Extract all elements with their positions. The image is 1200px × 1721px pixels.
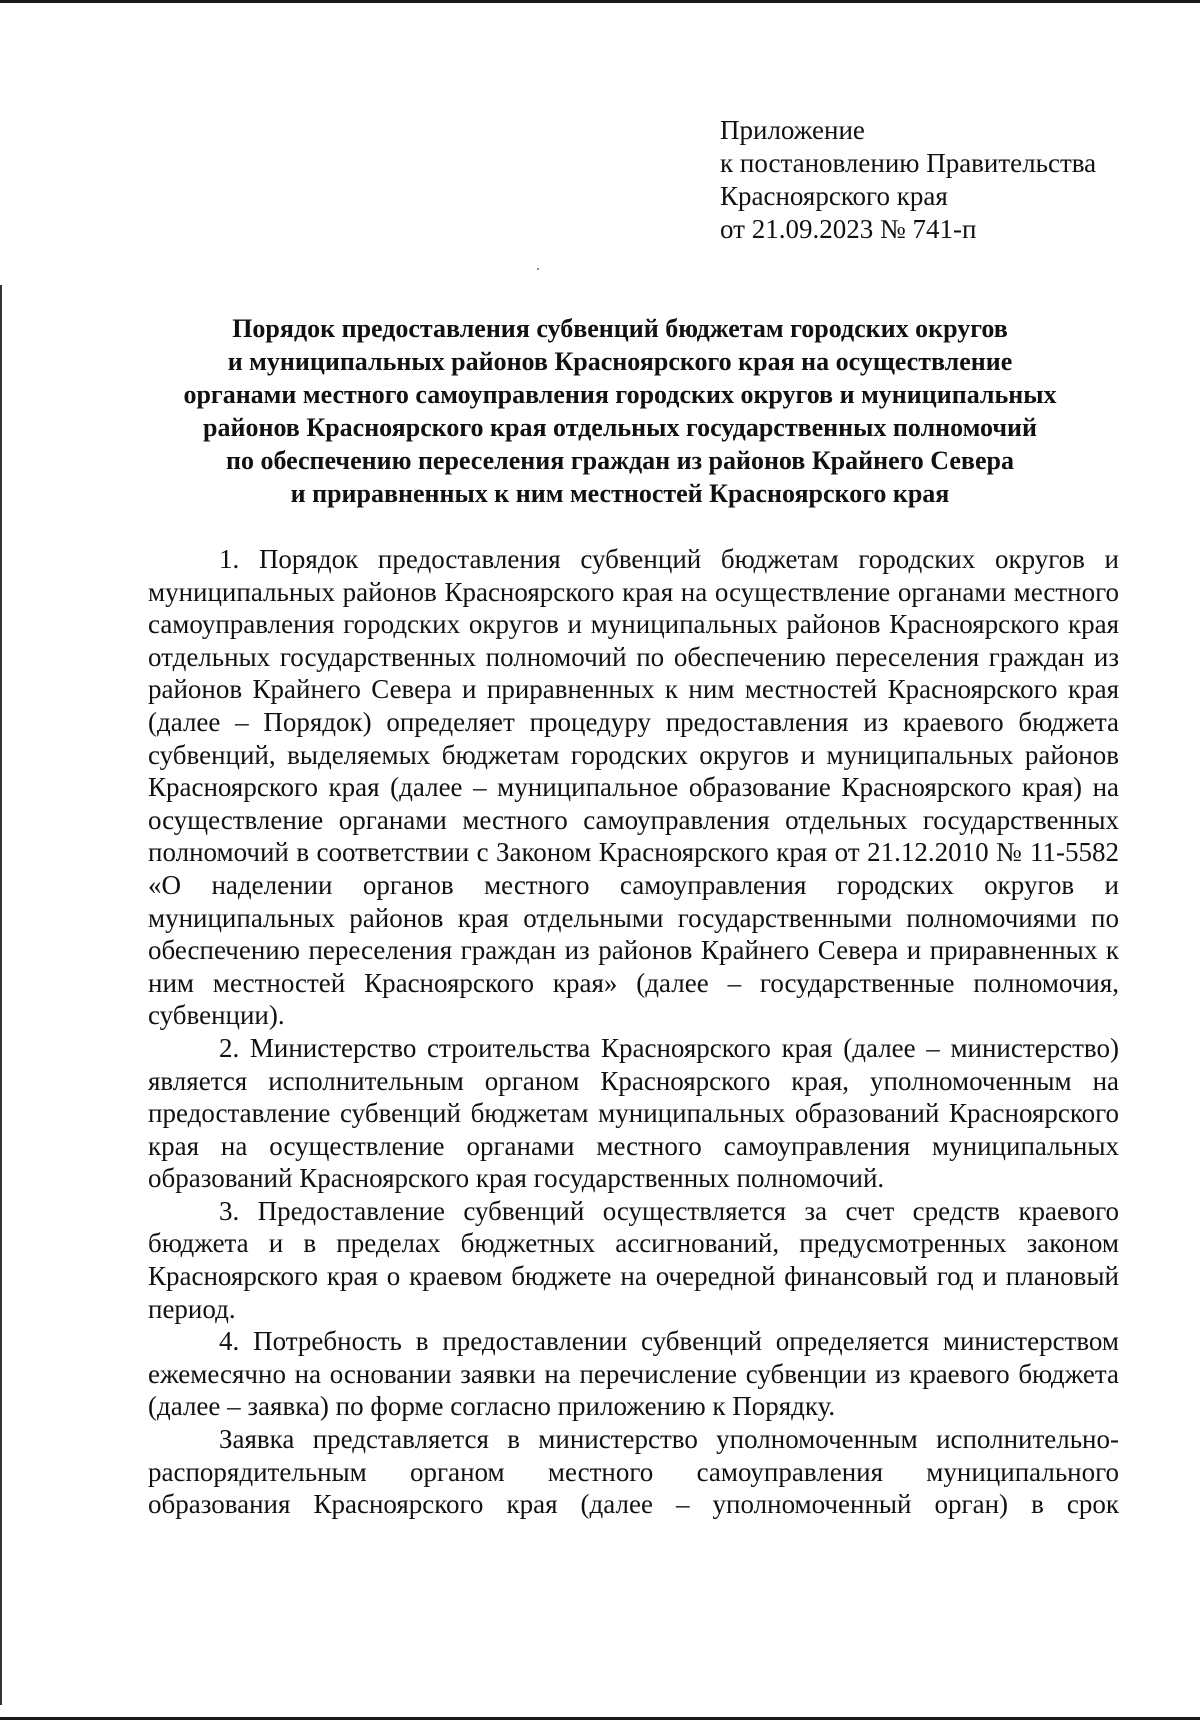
appendix-date-number: от 21.09.2023 № 741-п [720,214,977,244]
scan-bottom-border [0,1717,1200,1720]
appendix-block [720,114,1096,246]
paragraph-1: 1. Порядок предоставления субвенций бюджетам городских округов и муниципальных районов Красноярского края на осуществление органами местного самоуправления городских округов и муниципальных районов Красноярского края отдельных государственных полномочий по обеспечению переселения граждан из районов Крайнего Севера и приравненных к ним местностей Красноярского края (далее – Порядок) определяет процедуру предоставления из краевого бюджета субвенций, выделяемых бюджетам городских округов и муниципальных районов Красноярского края (далее – муниципальное образование Красноярского края) на осуществление органами местного самоуправления отдельных государственных полномочий в соответствии с Законом Красноярского края от 21.12.2010 № 11-5582 «О наделении органов местного самоуправления городских округов и муниципальных районов края отдельными государственными полномочиями по обеспечению переселения граждан из районов Крайнего Севера и приравненных к ним местностей Красноярского края» (далее – государственные полномочия, субвенции). [148,544,1119,1031]
appendix-line: к постановлению Правительства [720,148,1097,178]
title-line: и муниципальных районов Красноярского края на осуществление [227,347,1013,376]
title-line: по обеспечению переселения граждан из районов Крайнего Севера [226,446,1014,475]
scan-speck [537,268,539,270]
appendix-line: Приложение [720,115,865,145]
title-line: районов Красноярского края отдельных государственных полномочий [203,413,1037,442]
appendix-line: Красноярского края [720,181,948,211]
title-line: Порядок предоставления субвенций бюджетам городских округов [232,314,1008,343]
paragraph-3: 3. Предоставление субвенций осуществляется за счет средств краевого бюджета и в пределах бюджетных ассигнований, предусмотренных законом Красноярского края о краевом бюджете на очередной финансовый год и плановый период. [148,1195,1119,1324]
scan-top-border [0,0,1200,3]
scan-left-edge [0,285,2,1705]
document-title [150,312,1090,510]
paragraph-5: Заявка представляется в министерство уполномоченным исполнительно-распорядительным органом местного самоуправления муниципального образования Красноярского края (далее – уполномоченный орган) в срок [148,1424,1119,1520]
title-line: и приравненных к ним местностей Красноярского края [290,479,950,508]
paragraph-4: 4. Потребность в предоставлении субвенций определяется министерством ежемесячно на основании заявки на перечисление субвенции из краевого бюджета (далее – заявка) по форме согласно приложению к Порядку. [148,1326,1119,1422]
paragraph-2: 2. Министерство строительства Красноярского края (далее – министерство) является исполнительным органом Красноярского края, уполномоченным на предоставление субвенций бюджетам муниципальных образований Красноярского края на осуществление органами местного самоуправления муниципальных образований Красноярского края государственных полномочий. [148,1032,1119,1194]
title-line: органами местного самоуправления городских округов и муниципальных [183,380,1057,409]
document-body [148,543,1119,1521]
